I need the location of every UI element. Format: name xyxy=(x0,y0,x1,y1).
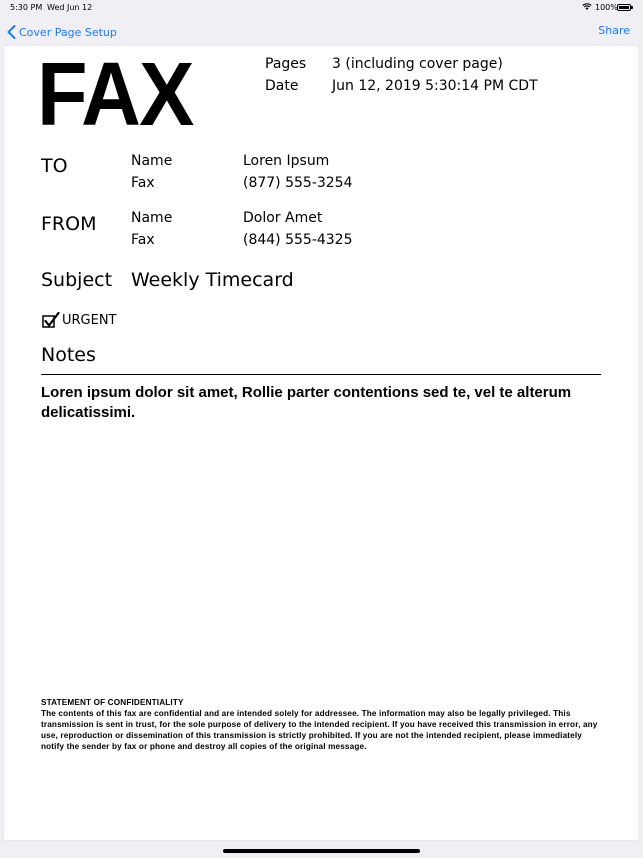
notes-divider xyxy=(41,374,601,375)
navigation-bar xyxy=(0,16,643,46)
fax-title: FAX xyxy=(37,45,193,145)
from-name-value: Dolor Amet xyxy=(243,210,323,226)
to-heading: TO xyxy=(41,155,68,177)
urgent-checkbox xyxy=(42,312,117,328)
status-date: Wed Jun 12 xyxy=(47,3,93,12)
pages-value: 3 (including cover page) xyxy=(332,56,503,72)
notes-body: Loren ipsum dolor sit amet, Rollie parter contentions sed te, vel te alterum delicatissimi. xyxy=(41,384,572,421)
wifi-icon xyxy=(582,2,592,11)
checked-box-icon xyxy=(42,312,60,328)
confidentiality-body: The contents of this fax are confidential and are intended solely for addressee. The information may also be legally privileged. This transmission is sent in trust, for the sole purpose of delivery to the intended recipient. If you have received this transmission in error, any use, reproduction or dissemination of this transmission is strictly prohibited. If you are not the intended recipient, please immediately notify the sender by fax or phone and destroy all copies of the original message. xyxy=(41,709,598,751)
from-heading: FROM xyxy=(41,213,97,235)
status-time: 5:30 PM xyxy=(10,3,43,12)
notes-heading: Notes xyxy=(41,344,96,366)
confidentiality-heading: STATEMENT OF CONFIDENTIALITY xyxy=(41,698,184,707)
battery-percent: 100% xyxy=(595,3,618,12)
to-fax-value: (877) 555-3254 xyxy=(243,175,353,191)
battery-icon xyxy=(617,4,631,11)
home-indicator[interactable] xyxy=(223,849,420,853)
from-name-label: Name xyxy=(131,210,173,226)
share-button[interactable]: Share xyxy=(598,24,630,37)
back-button-label: Cover Page Setup xyxy=(19,25,117,39)
to-fax-label: Fax xyxy=(131,175,155,191)
subject-label: Subject xyxy=(41,269,113,291)
from-fax-value: (844) 555-4325 xyxy=(243,232,353,248)
fax-cover-page xyxy=(4,46,638,840)
date-label: Date xyxy=(265,78,299,94)
pages-label: Pages xyxy=(265,56,307,72)
back-button[interactable] xyxy=(7,23,117,41)
urgent-label: URGENT xyxy=(62,312,117,328)
chevron-left-icon xyxy=(7,25,16,39)
confidentiality-statement xyxy=(41,697,601,752)
date-value: Jun 12, 2019 5:30:14 PM CDT xyxy=(332,78,538,94)
status-bar xyxy=(0,0,643,16)
to-name-label: Name xyxy=(131,153,173,169)
to-name-value: Loren Ipsum xyxy=(243,153,330,169)
subject-value: Weekly Timecard xyxy=(131,269,294,291)
from-fax-label: Fax xyxy=(131,232,155,248)
